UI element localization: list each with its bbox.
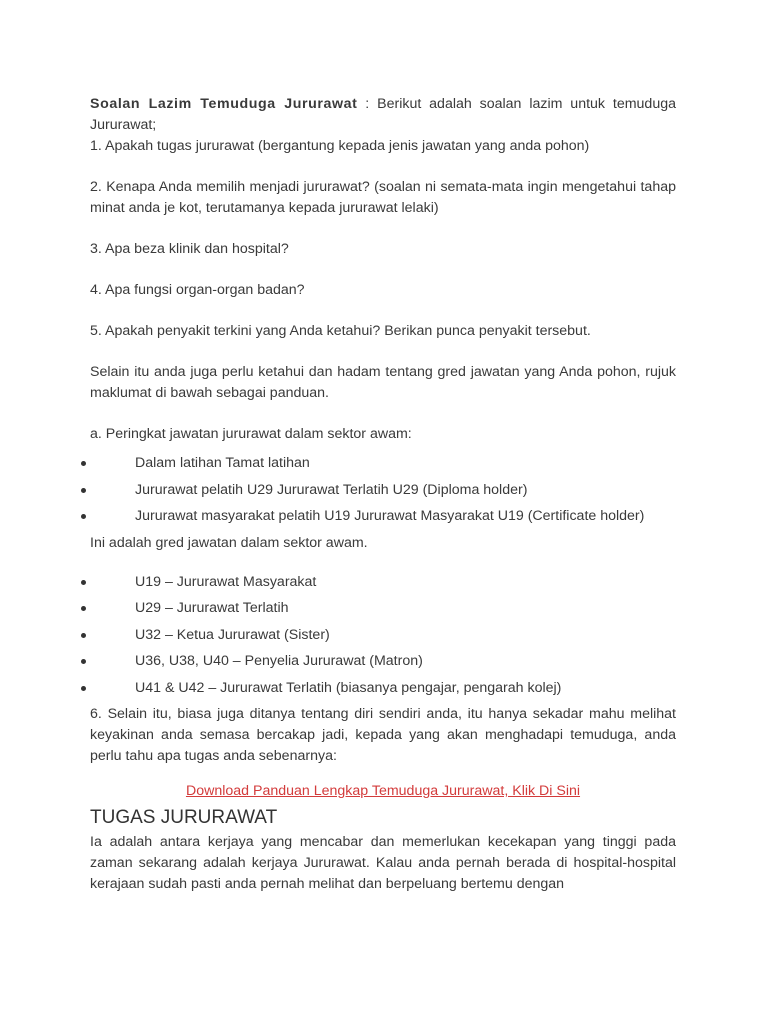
question-4: 4. Apa fungsi organ-organ badan?	[90, 282, 305, 298]
list-item: U36, U38, U40 – Penyelia Jururawat (Matron)	[90, 651, 676, 678]
question-6: 6. Selain itu, biasa juga ditanya tentang diri sendiri anda, itu hanya sekadar mahu melihat keyakinan anda semasa bercakap jadi, kepada yang akan menghadapi temuduga, anda perlu tahu apa tugas anda sebenarnya:	[90, 706, 676, 764]
list-item: U32 – Ketua Jururawat (Sister)	[90, 625, 676, 652]
section-title: TUGAS JURURAWAT	[90, 807, 278, 828]
intro-paragraph	[90, 94, 676, 136]
question-2: 2. Kenapa Anda memilih menjadi jururawat? (soalan ni semata-mata ingin mengetahui tahap minat anda je kot, terutamanya kepada jururawat lelaki)	[90, 179, 676, 216]
section-a-heading: a. Peringkat jawatan jururawat dalam sektor awam:	[90, 426, 412, 442]
bullet-icon	[81, 686, 86, 691]
bullet-icon	[81, 514, 86, 519]
question-3: 3. Apa beza klinik dan hospital?	[90, 241, 289, 257]
list-item: U29 – Jururawat Terlatih	[90, 598, 676, 625]
question-1: 1. Apakah tugas jururawat (bergantung kepada jenis jawatan yang anda pohon)	[90, 138, 590, 154]
closing-paragraph: Ia adalah antara kerjaya yang mencabar dan memerlukan kecekapan yang tinggi pada zaman sekarang adalah kerjaya Jururawat. Kalau anda pernah berada di hospital-hospital kerajaan sudah pasti anda pernah melihat dan berpeluang bertemu dengan	[90, 834, 676, 892]
bullet-icon	[81, 633, 86, 638]
list-item: Dalam latihan Tamat latihan	[90, 453, 676, 480]
intro-rest: : Berikut adalah soalan lazim untuk temuduga Jururawat;	[90, 96, 676, 133]
grade-list	[90, 572, 676, 705]
download-link-line	[90, 781, 676, 802]
bullet-icon	[81, 659, 86, 664]
rank-list	[90, 453, 676, 533]
list-item: Jururawat masyarakat pelatih U19 Jururawat Masyarakat U19 (Certificate holder)	[90, 506, 676, 533]
bullet-icon	[81, 580, 86, 585]
bullet-icon	[81, 461, 86, 466]
bullet-icon	[81, 606, 86, 611]
grade-intro: Ini adalah gred jawatan dalam sektor awam.	[90, 534, 368, 551]
list-item: U41 & U42 – Jururawat Terlatih (biasanya pengajar, pengarah kolej)	[90, 678, 676, 705]
list-item: U19 – Jururawat Masyarakat	[90, 572, 676, 599]
list-item: Jururawat pelatih U29 Jururawat Terlatih U29 (Diploma holder)	[90, 480, 676, 507]
bullet-icon	[81, 488, 86, 493]
document-page	[90, 94, 676, 895]
grade-note: Selain itu anda juga perlu ketahui dan hadam tentang gred jawatan yang Anda pohon, rujuk maklumat di bawah sebagai panduan.	[90, 364, 676, 401]
download-link[interactable]: Download Panduan Lengkap Temuduga Jururawat, Klik Di Sini	[185, 783, 581, 799]
intro-bold-lead: Soalan Lazim Temuduga Jururawat	[90, 96, 358, 112]
question-5: 5. Apakah penyakit terkini yang Anda ketahui? Berikan punca penyakit tersebut.	[90, 323, 591, 339]
